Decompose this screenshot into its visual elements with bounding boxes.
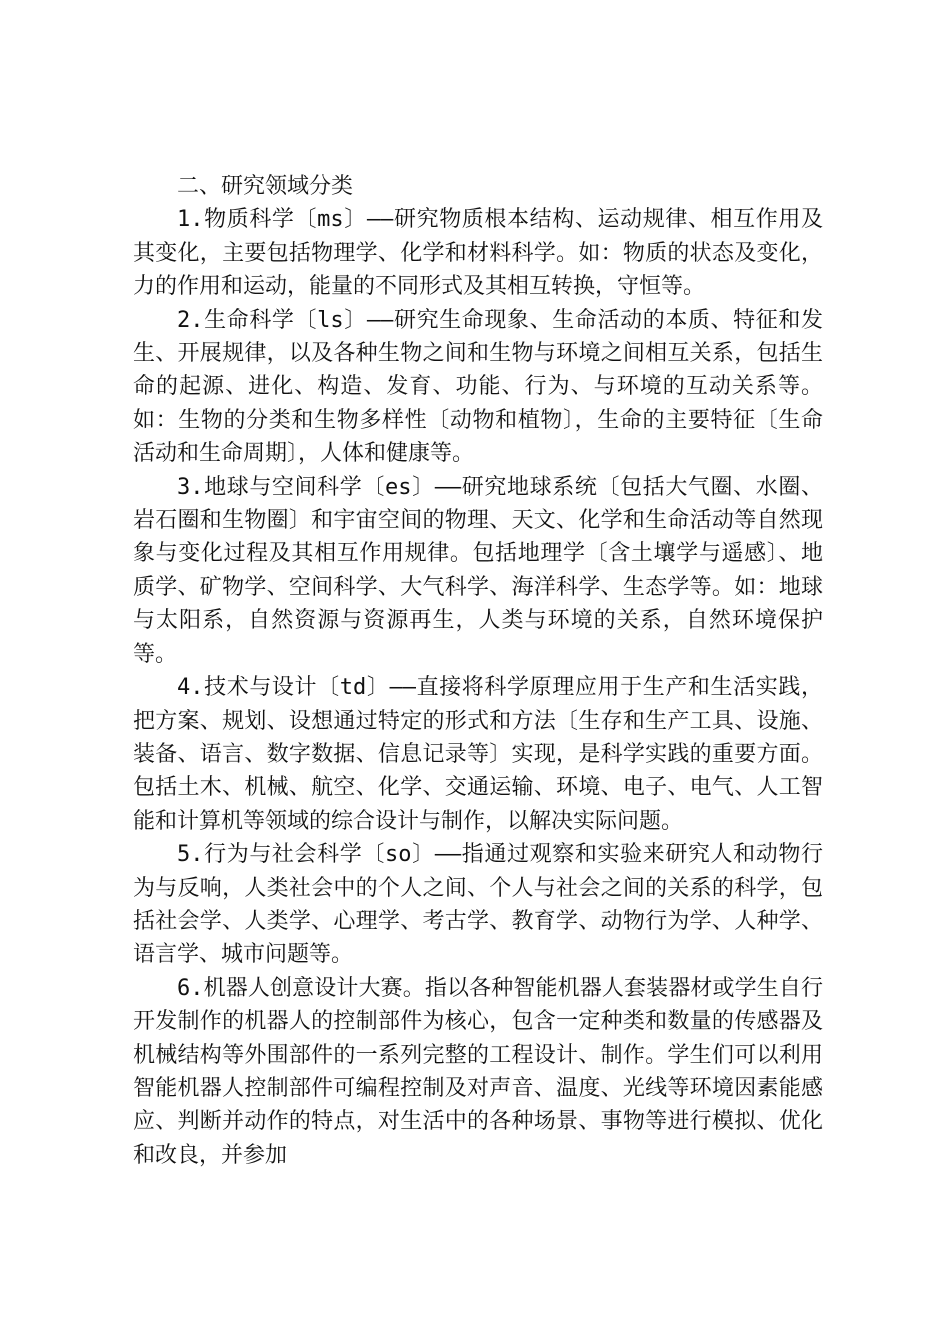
paragraph-robot-design-contest: 6.机器人创意设计大赛。指以各种智能机器人套装器材或学生自行开发制作的机器人的控制部件为核心，包含一定种类和数量的传感器及机械结构等外围部件的一系列完整的工程设计、制作。学生们可以利用智能机器人控制部件可编程控制及对声音、温度、光线等环境因素能感应、判断并动作的特点，对生活中的各种场景、事物等进行模拟、优化和改良，并参加 (133, 975, 823, 1168)
section-heading: 二、研究领域分类 (177, 174, 354, 199)
document-body (133, 170, 823, 1172)
paragraph-behavioral-social-science: 5.行为与社会科学〔so〕——指通过观察和实验来研究人和动物行为与反响，人类社会中的个人之间、个人与社会之间的关系的科学，包括社会学、人类学、心理学、考古学、教育学、动物行为学、人种学、语言学、城市问题等。 (133, 842, 823, 968)
paragraph-life-science: 2.生命科学〔ls〕——研究生命现象、生命活动的本质、特征和发生、开展规律，以及各种生物之间和生物与环境之间相互关系，包括生命的起源、进化、构造、发育、功能、行为、与环境的互动关系等。如：生物的分类和生物多样性〔动物和植物〕，生命的主要特征〔生命活动和生命周期〕，人体和健康等。 (133, 307, 823, 467)
paragraph-earth-space-science: 3.地球与空间科学〔es〕——研究地球系统〔包括大气圈、水圈、岩石圈和生物圈〕和宇宙空间的物理、天文、化学和生命活动等自然现象与变化过程及其相互作用规律。包括地理学〔含土壤学与遥感〕、地质学、矿物学、空间科学、大气科学、海洋科学、生态学等。如：地球与太阳系，自然资源与资源再生，人类与环境的关系，自然环境保护等。 (133, 474, 823, 667)
paragraph-physical-science: 1.物质科学〔ms〕——研究物质根本结构、运动规律、相互作用及其变化，主要包括物理学、化学和材料科学。如：物质的状态及变化，力的作用和运动，能量的不同形式及其相互转换，守恒等。 (133, 207, 823, 300)
paragraph-technology-design: 4.技术与设计〔td〕——直接将科学原理应用于生产和生活实践，把方案、规划、设想通过特定的形式和方法〔生存和生产工具、设施、装备、语言、数字数据、信息记录等〕实现，是科学实践的重要方面。包括土木、机械、航空、化学、交通运输、环境、电子、电气、人工智能和计算机等领域的综合设计与制作，以解决实际问题。 (133, 675, 823, 834)
